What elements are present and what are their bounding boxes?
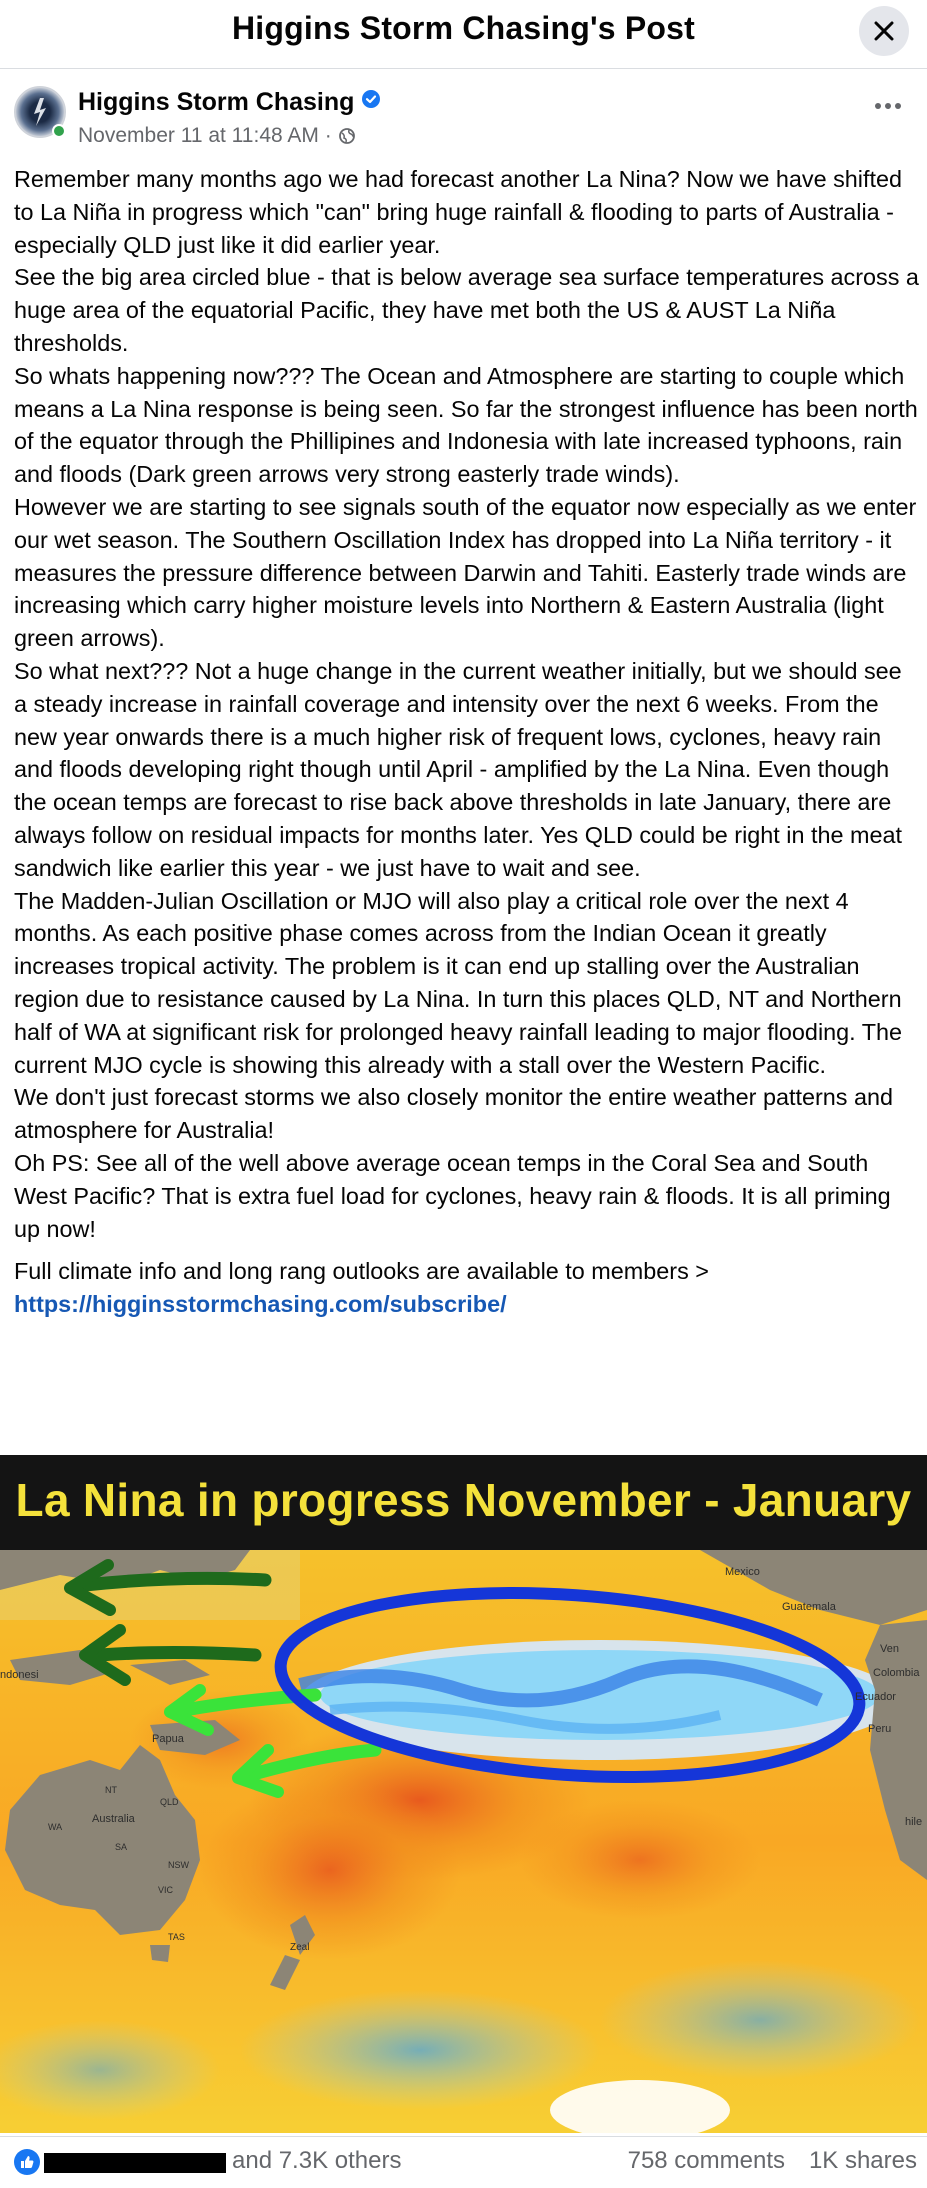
post-image[interactable]	[0, 1455, 927, 2133]
post-paragraph: Remember many months ago we had forecast another La Nina? Now we have shifted to La Niña in progress which "can" bring huge rainfall & flooding to parts of Australia - especially QLD just like it did earlier year.	[14, 166, 903, 258]
map-label-australia: Australia	[92, 1813, 135, 1825]
post-paragraph: We don't just forecast storms we also closely monitor the entire weather patterns and atmosphere for Australia!	[14, 1084, 893, 1144]
shares-count[interactable]: 1K shares	[808, 2147, 917, 2174]
author-name-link[interactable]	[78, 88, 380, 117]
map-label-ecuador: Ecuador	[855, 1691, 896, 1703]
reactions-bar	[0, 2136, 927, 2188]
post-paragraph: See the big area circled blue - that is below average sea surface temperatures across a huge area of the equatorial Pacific, they have met both the US & AUST La Niña thresholds.	[14, 264, 919, 356]
map-label-vic: VIC	[158, 1885, 174, 1895]
subscribe-link[interactable]: https://higginsstormchasing.com/subscribe/	[14, 1291, 507, 1318]
post-timestamp-link[interactable]: November 11 at 11:48 AM	[78, 124, 319, 147]
cta-text: Full climate info and long rang outlooks are available to members >	[14, 1258, 709, 1285]
map-label-nt: NT	[105, 1785, 117, 1795]
sea-surface-temperature-map	[0, 1550, 927, 2133]
post-paragraph: So whats happening now??? The Ocean and Atmosphere are starting to couple which means a La Nina response is being seen. So far the strongest influence has been north of the equator through the Phillipines and Indonesia with late increased typhoons, rain and floods (Dark green arrows very strong easterly trade winds).	[14, 362, 918, 488]
comments-count[interactable]: 758 comments	[627, 2147, 785, 2174]
image-banner: La Nina in progress November - January	[0, 1455, 927, 1550]
map-label-chile: hile	[905, 1816, 923, 1828]
reactions-count[interactable]: and 7.3K others	[232, 2147, 402, 2174]
online-status-icon	[52, 124, 66, 138]
post-meta	[78, 124, 356, 148]
map-label-nsw: NSW	[168, 1860, 189, 1870]
like-reaction-icon[interactable]	[14, 2149, 40, 2175]
post-paragraph: However we are starting to see signals south of the equator now especially as we enter our wet season. The Southern Oscillation Index has dropped into La Niña territory - it measures the pressure difference between Darwin and Tahiti. Easterly trade winds are increasing which carry higher moisture levels into Northern & Eastern Australia (light green arrows).	[14, 493, 917, 652]
map-label-qld: QLD	[160, 1797, 179, 1807]
post-body	[14, 163, 919, 1321]
post-paragraph: So what next??? Not a huge change in the current weather initially, but we should see a steady increase in rainfall coverage and intensity over the next 6 weeks. From the new year onwards there is a much higher risk of frequent lows, cyclones, heavy rain and floods developing right though until April - amplified by the La Nina. Even though the ocean temps are forecast to rise back above thresholds in late January, there are always follow on residual impacts for months later. Yes QLD could be right in the meat sandwich like earlier this year - we just have to wait and see.	[14, 657, 902, 881]
post-header	[14, 86, 914, 156]
post-paragraph: Oh PS: See all of the well above average ocean temps in the Coral Sea and South West Pacific? That is extra fuel load for cyclones, heavy rain & floods. It is all priming up now!	[14, 1149, 891, 1242]
dialog-title: Higgins Storm Chasing's Post	[231, 10, 696, 46]
redacted-name-bar	[44, 2153, 226, 2173]
map-label-colombia: Colombia	[873, 1667, 920, 1679]
map-label-papua: Papua	[152, 1733, 184, 1745]
more-options-button[interactable]	[872, 96, 904, 116]
map-label-sa: SA	[115, 1842, 128, 1852]
map-label-zealand: Zeal	[290, 1942, 310, 1953]
post-dialog-header	[0, 0, 927, 69]
map-label-guatemala: Guatemala	[782, 1601, 836, 1613]
globe-icon	[338, 127, 356, 145]
map-label-tas: TAS	[168, 1932, 185, 1942]
meta-separator: ·	[324, 124, 332, 147]
post-cta	[14, 1255, 919, 1321]
more-options-icon	[872, 96, 904, 116]
close-button[interactable]	[859, 6, 909, 56]
author-name: Higgins Storm Chasing	[78, 88, 355, 116]
map-label-wa: WA	[48, 1822, 63, 1832]
map-label-mexico: Mexico	[725, 1566, 760, 1578]
verified-badge-icon	[362, 90, 380, 108]
post-paragraph: The Madden-Julian Oscillation or MJO will also play a critical role over the next 4 months. As each positive phase comes across from the Indian Ocean it greatly increases tropical activity. The problem is it can end up stalling over the Australian region due to resistance caused by La Nina. In turn this places QLD, NT and Northern half of WA at significant risk for prolonged heavy rainfall leading to major flooding. The current MJO cycle is showing this already with a stall over the Western Pacific.	[14, 887, 903, 1078]
map-label-peru: Peru	[868, 1723, 892, 1735]
map-label-indonesia: ndonesi	[0, 1669, 39, 1681]
close-icon	[873, 20, 895, 42]
map-label-ven: Ven	[880, 1643, 899, 1655]
